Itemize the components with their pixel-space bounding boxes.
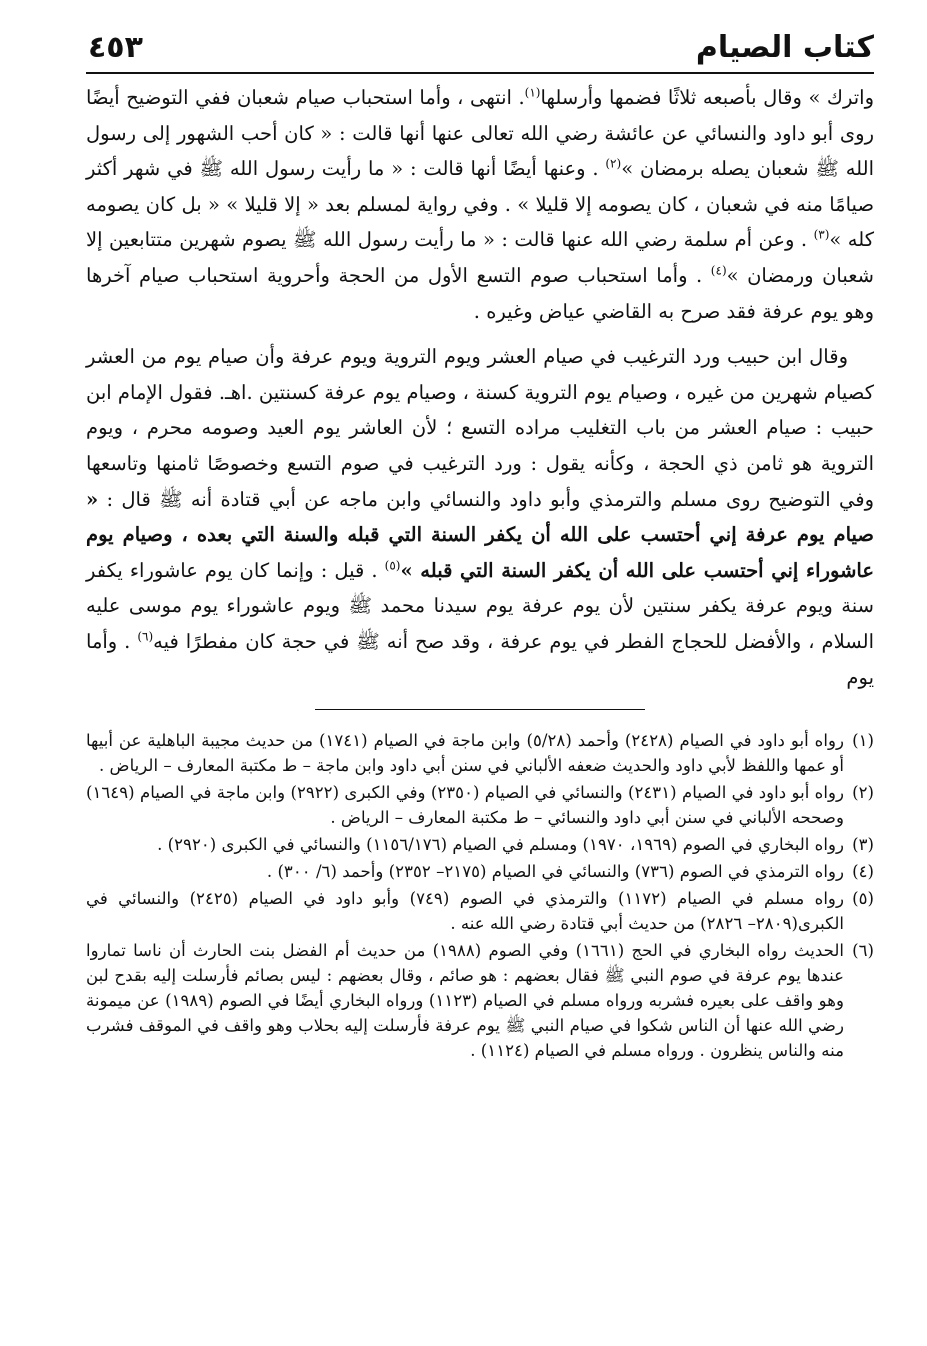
text-run: وقال ابن حبيب ورد الترغيب في صيام العشر ويوم التروية ويوم عرفة وأن صيام يوم من العشر كصيام شهرين من غيره ، وصيام يوم التروية كسنة ، وصيام يوم عرفة كسنتين .اهـ. فقول الإمام ابن حبيب : صيام العشر من باب التغليب مراده التسع ؛ لأن العاشر يوم العيد وصومه محرم ، ويوم التروية هو ثامن ذي الحجة ، وكأنه يقول : ورد الترغيب في صوم التسع وخصوصًا ثامنها وتاسعها وفي التوضيح روى مسلم والترمذي وأبو داود والنسائي وابن ماجه عن أبي قتادة أنه ﷺ قال :	[86, 345, 874, 511]
footnote-2	[86, 780, 874, 830]
footnotes	[86, 728, 874, 1063]
text-run: واترك » وقال بأصبعه ثلاثًا فضمها وأرسلها	[540, 86, 874, 109]
text-run: . قيل : وإنما كان يوم عاشوراء يكفر سنة ويوم عرفة يكفر سنتين لأن يوم عرفة يوم سيدنا محمد ﷺ ويوم عاشوراء يوم موسى عليه السلام ، والأفضل للحجاج الفطر في يوم عرفة ، وقد صح أنه ﷺ في حجة كان مفطرًا فيه	[86, 558, 874, 653]
text-run: . وأما يوم	[86, 629, 874, 689]
footnote-text: رواه أبو داود في الصيام (٢٤٣١) والنسائي في الصيام (٢٣٥٠) وفي الكبرى (٢٩٢٢) وابن ماجة في الصيام (١٦٤٩) وصححه الألباني في سنن أبي داود والنسائي – ط مكتبة المعارف – الرياض .	[86, 783, 845, 828]
footnote-ref-5[interactable]: (٥)	[384, 558, 401, 573]
footnote-text: رواه أبو داود في الصيام (٢٤٢٨) وأحمد (٥/٢٨) وابن ماجة في الصيام (١٧٤١) من حديث مجيبة الباهلية عن أبيها أو عمها واللفظ لأبي داود والحديث ضعفه الألباني في سنن أبي داود وابن ماجة – ط مكتبة المعارف – الرياض .	[86, 731, 844, 776]
footnote-ref-3[interactable]: (٣)	[813, 227, 830, 242]
footnote-ref-4[interactable]: (٤)	[710, 263, 727, 278]
footnote-number: (٢)	[852, 783, 874, 803]
footnote-text: رواه البخاري في الصوم (١٩٦٩، ١٩٧٠) ومسلم في الصيام (١١٥٦/١٧٦) والنسائي في الكبرى (٢٩٢٠) .	[157, 835, 844, 855]
text-run: . انتهى ، وأما استحباب صيام شعبان ففي التوضيح أيضًا روى أبو داود والنسائي عن عائشة رضي الله تعالى عنها أنها قالت : « كان أحب الشهور إلى رسول الله ﷺ شعبان يصله برمضان »	[86, 86, 874, 181]
book-page	[86, 28, 874, 1324]
text-run: . وأما استحباب صوم التسع الأول من الحجة وأحروية استحباب صيام آخرها وهو يوم عرفة فقد صرح به القاضي عياض وغيره .	[86, 263, 874, 323]
hadith-quote: « صيام يوم عرفة إني أحتسب على الله أن يكفر السنة التي قبله والسنة التي بعده ، وصيام يوم عاشوراء إني أحتسب على الله أن يكفر السنة التي قبله »	[86, 487, 874, 582]
footnote-number: (١)	[852, 731, 874, 751]
page-number: ٤٥٣	[88, 30, 143, 65]
footnote-4	[86, 859, 874, 884]
page-header	[86, 28, 874, 74]
footnote-number: (٣)	[852, 835, 874, 855]
main-text	[86, 80, 874, 695]
footnote-6	[86, 938, 874, 1063]
chapter-title: كتاب الصيام	[695, 30, 874, 65]
footnote-text: الحديث رواه البخاري في الحج (١٦٦١) وفي الصوم (١٩٨٨) من حديث أم الفضل بنت الحارث أن ناسا تماروا عندها يوم عرفة في صوم النبي ﷺ فقال بعضهم : هو صائم ، وقال بعضهم : ليس بصائم فأرسلت إليه بقدح لبن وهو واقف على بعيره فشربه ورواه مسلم في الصيام (١١٢٣) ورواه البخاري أيضًا في الصوم (١٩٨٩) عن ميمونة رضي الله عنها أن الناس شكوا في صيام النبي ﷺ يوم عرفة فأرسلت إليه بحلاب وهو واقف في الموقف فشرب منه والناس ينظرون . ورواه مسلم في الصيام (١١٢٤) .	[86, 941, 844, 1061]
paragraph-2	[86, 339, 874, 695]
footnote-5	[86, 886, 874, 936]
footnote-divider	[315, 709, 645, 710]
footnote-number: (٦)	[852, 941, 874, 961]
footnote-number: (٤)	[852, 862, 874, 882]
footnote-number: (٥)	[852, 889, 874, 909]
footnote-ref-2[interactable]: (٢)	[605, 156, 622, 171]
footnote-ref-6[interactable]: (٦)	[137, 629, 154, 644]
footnote-text: رواه الترمذي في الصوم (٧٣٦) والنسائي في الصيام (٢١٧٥– ٢٣٥٢) وأحمد (٦/ ٣٠٠) .	[266, 862, 844, 882]
footnote-1	[86, 728, 874, 778]
footnote-text: رواه مسلم في الصيام (١١٧٢) والترمذي في الصوم (٧٤٩) وأبو داود في الصيام (٢٤٢٥) والنسائي في الكبرى(٢٨٠٩– ٢٨٢٦) من حديث أبي قتادة رضي الله عنه .	[86, 889, 844, 934]
footnote-3	[86, 832, 874, 857]
text-run: . وعن أم سلمة رضي الله عنها قالت : « ما رأيت رسول الله ﷺ يصوم شهرين متتابعين إلا شعبان ورمضان »	[86, 228, 874, 287]
footnote-ref-1[interactable]: (١)	[524, 85, 541, 100]
text-run: . وعنها أيضًا أنها قالت : « ما رأيت رسول الله ﷺ في شهر أكثر صيامًا منه في شعبان ، كان يصومه إلا قليلا » . وفي رواية لمسلم بعد « إلا قليلا » « بل كان يصومه كله »	[86, 157, 875, 252]
paragraph-1	[86, 80, 874, 329]
